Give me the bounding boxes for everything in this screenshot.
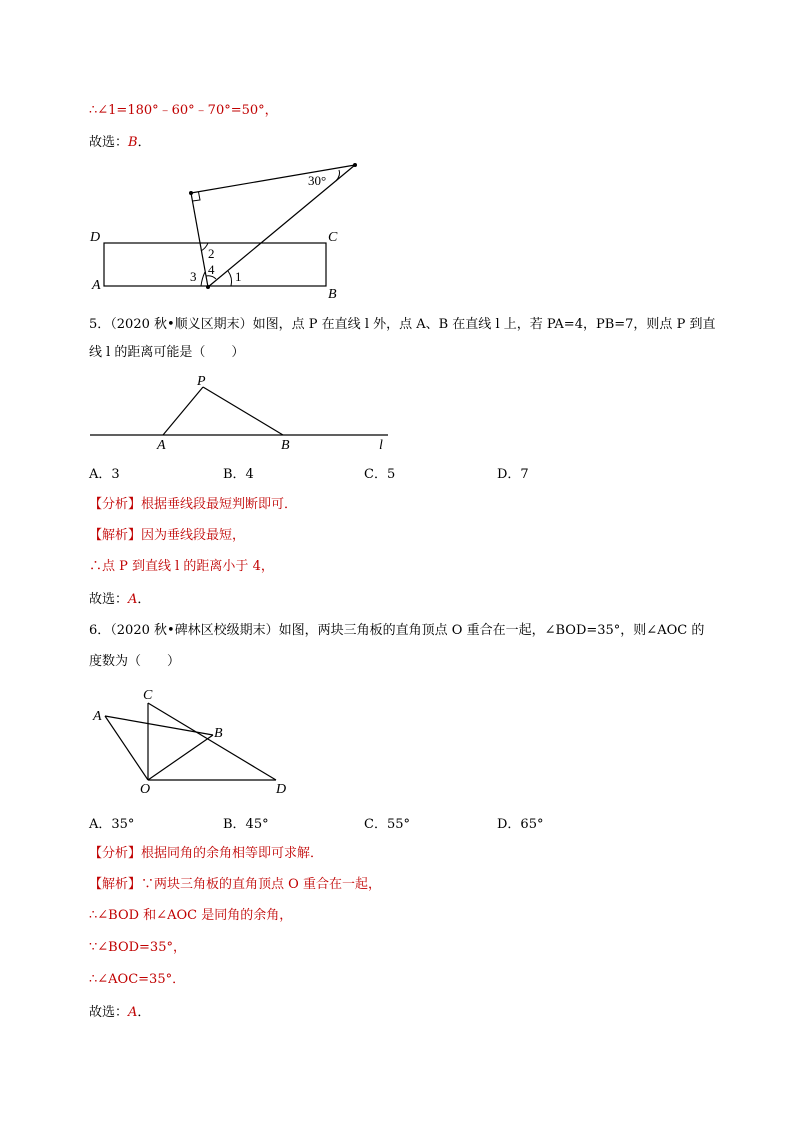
angle-arc-2: [201, 243, 208, 251]
label-C: C: [328, 230, 338, 245]
q5-number: 5．: [89, 317, 111, 332]
angle-arc-30: [336, 170, 340, 181]
label-angle-2: 2: [208, 246, 215, 261]
q5-options: [89, 463, 689, 483]
label-C: C: [143, 688, 153, 703]
figure-rectangle-triangle: [0, 0, 794, 300]
segment-OA: [105, 716, 148, 780]
q6-step3: ∴∠AOC=35°．: [89, 972, 186, 987]
q5-answer-suffix: ．: [137, 592, 151, 607]
q5-option-d[interactable]: D．7: [497, 467, 529, 482]
q6-step1: ∴∠BOD 和∠AOC 是同角的余角，: [89, 908, 293, 923]
q5-solution-text: 因为垂线段最短，: [141, 528, 246, 543]
label-angle-3: 3: [190, 269, 197, 284]
label-angle-1: 1: [235, 269, 242, 284]
q6-step2: ∵∠BOD=35°，: [89, 940, 186, 955]
label-B: B: [214, 726, 223, 741]
rectangle-abcd: [104, 243, 326, 286]
figure-two-triangles: [0, 680, 794, 800]
q5-analysis-tag: 【分析】: [89, 497, 142, 512]
q6-options: [89, 813, 689, 833]
q6-stem-line1: [89, 621, 704, 641]
q5-step1: ∴点 P 到直线 l 的距离小于 4，: [89, 559, 274, 574]
q5-analysis: [89, 495, 297, 515]
q6-solution: [89, 875, 381, 895]
label-B: B: [328, 287, 337, 300]
label-A: A: [93, 709, 102, 724]
label-B: B: [281, 438, 290, 453]
q6-analysis: [89, 844, 323, 864]
triangle-side-top: [191, 165, 355, 193]
q5-stem-line1: [89, 315, 715, 335]
label-D: D: [276, 782, 287, 797]
q5-stem-text1: 如图，点 P 在直线 l 外，点 A、B 在直线 l 上，若 PA=4，PB=7，则点 P 到直: [252, 317, 716, 332]
label-D: D: [90, 230, 101, 245]
q6-source: （2020 秋•碑林区校级期末）: [110, 623, 279, 638]
q6-answer-suffix: ．: [137, 1005, 151, 1020]
q5-option-b[interactable]: B．4: [223, 467, 254, 482]
q5-analysis-text: 根据垂线段最短判断即可．: [141, 497, 298, 512]
label-angle-4: 4: [208, 262, 215, 277]
answer-prefix: 故选：: [89, 135, 129, 150]
q5-option-a[interactable]: A．3: [89, 467, 120, 482]
label-A: A: [92, 278, 101, 293]
point-bottom: [206, 285, 210, 289]
label-O: O: [140, 782, 151, 797]
segment-OB: [148, 735, 213, 780]
q6-solution-text: ∵两块三角板的直角顶点 O 重合在一起，: [141, 877, 381, 892]
segment-PB: [203, 387, 283, 435]
segment-CD: [148, 703, 276, 780]
q6-answer-letter: A: [128, 1005, 138, 1020]
q6-answer-line: [89, 1003, 150, 1023]
q6-option-b[interactable]: B．45°: [223, 817, 269, 832]
q6-option-c[interactable]: C．55°: [364, 817, 410, 832]
q6-analysis-text: 根据同角的余角相等即可求解．: [141, 846, 324, 861]
q6-option-a[interactable]: A．35°: [89, 817, 135, 832]
answer-letter: B: [128, 135, 138, 150]
point-top-right: [353, 163, 357, 167]
q5-stem-line2: 线 l 的距离可能是（ ）: [89, 345, 245, 360]
figure-point-line: [0, 370, 794, 455]
q6-stem-text1: 如图，两块三角板的直角顶点 O 重合在一起，∠BOD=35°，则∠AOC 的: [278, 623, 705, 638]
q5-solution-tag: 【解析】: [89, 528, 142, 543]
label-l: l: [379, 438, 383, 453]
label-30deg: 30°: [308, 173, 327, 188]
q6-analysis-tag: 【分析】: [89, 846, 142, 861]
q6-number: 6．: [89, 623, 111, 638]
right-angle-mark: [193, 192, 201, 201]
q6-option-d[interactable]: D．65°: [497, 817, 544, 832]
q5-answer-prefix: 故选：: [89, 592, 129, 607]
q6-stem-line2: 度数为（ ）: [89, 654, 181, 669]
angle-arc-3: [201, 272, 205, 286]
calc-line: ∴∠1=180°﹣60°﹣70°=50°，: [89, 103, 278, 118]
point-top-left: [189, 191, 193, 195]
triangle-hypotenuse: [208, 165, 355, 287]
q6-solution-tag: 【解析】: [89, 877, 142, 892]
q5-answer-line: [89, 590, 150, 610]
segment-PA: [163, 387, 203, 435]
label-A: A: [157, 438, 166, 453]
q6-answer-prefix: 故选：: [89, 1005, 129, 1020]
q5-source: （2020 秋•顺义区期末）: [110, 317, 253, 332]
label-P: P: [197, 374, 206, 389]
answer-suffix: ．: [137, 135, 151, 150]
q5-solution: [89, 526, 245, 546]
q5-answer-letter: A: [128, 592, 138, 607]
q5-option-c[interactable]: C．5: [364, 467, 396, 482]
angle-arc-1: [228, 271, 232, 286]
